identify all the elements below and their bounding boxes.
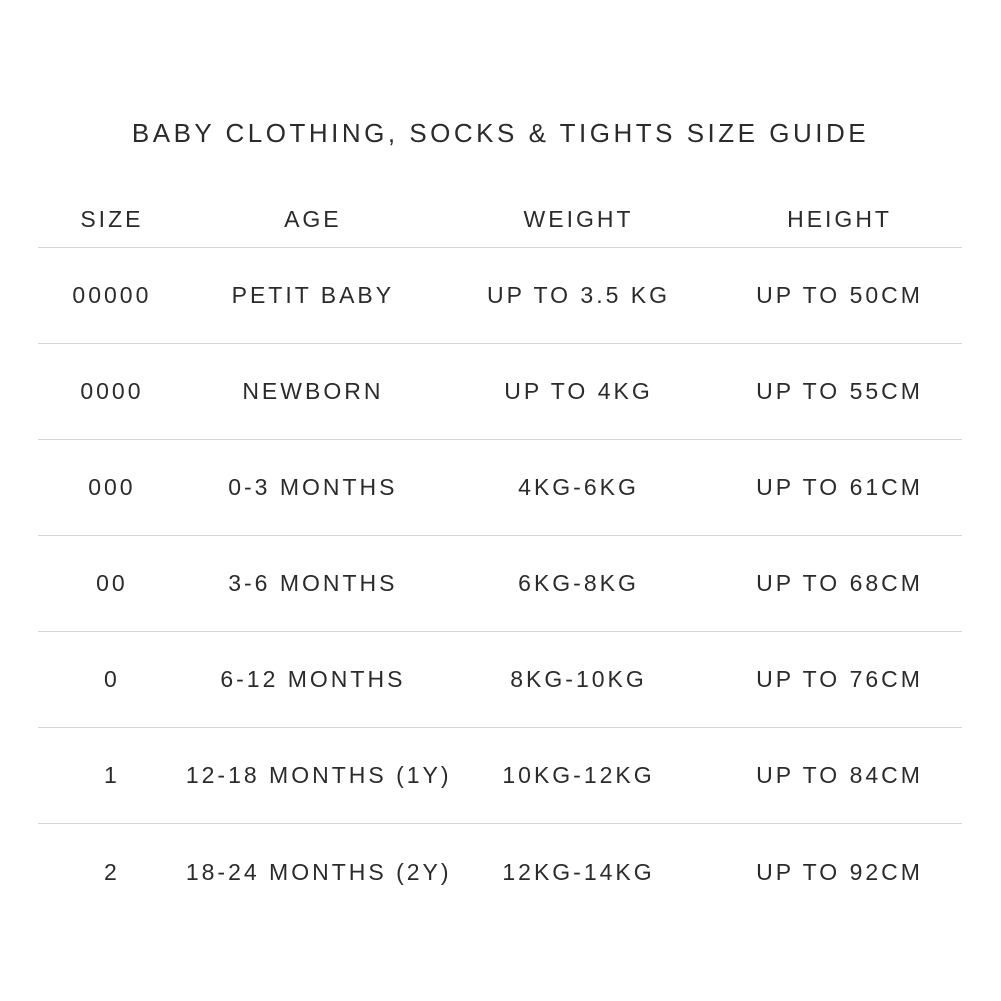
- size-guide-table: [38, 192, 962, 920]
- table-cell: UP TO 68CM: [756, 570, 923, 596]
- table-cell: 00: [96, 570, 128, 596]
- table-cell: 0-3 MONTHS: [228, 474, 398, 500]
- table-row: [38, 536, 962, 632]
- table-cell: 000: [88, 474, 136, 500]
- table-cell: NEWBORN: [242, 378, 384, 404]
- table-cell: UP TO 55CM: [756, 378, 923, 404]
- table-row: [38, 824, 962, 920]
- column-header-size: SIZE: [80, 206, 144, 232]
- table-cell: 6-12 MONTHS: [220, 666, 406, 692]
- table-row: [38, 440, 962, 536]
- table-cell: UP TO 4KG: [504, 378, 653, 404]
- table-cell: UP TO 3.5 KG: [487, 282, 671, 308]
- table-cell: PETIT BABY: [231, 282, 395, 308]
- table-cell: UP TO 92CM: [756, 858, 923, 885]
- table-cell: 0000: [80, 378, 144, 404]
- table-cell: 0: [104, 666, 120, 692]
- table-cell: UP TO 50CM: [756, 282, 923, 308]
- table-cell: UP TO 84CM: [756, 762, 923, 788]
- table-row: [38, 632, 962, 728]
- table-row: [38, 248, 962, 344]
- table-cell: UP TO 61CM: [756, 474, 923, 500]
- table-cell: 8KG-10KG: [510, 666, 647, 692]
- table-cell: UP TO 76CM: [756, 666, 923, 692]
- table-cell: 12KG-14KG: [502, 858, 655, 885]
- page-title: BABY CLOTHING, SOCKS & TIGHTS SIZE GUIDE: [131, 118, 870, 148]
- table-body: [38, 248, 962, 920]
- table-cell: 2: [104, 858, 120, 885]
- column-header-height: HEIGHT: [787, 206, 892, 232]
- column-header-age: AGE: [284, 206, 342, 232]
- column-header-weight: WEIGHT: [523, 206, 634, 232]
- table-row: [38, 344, 962, 440]
- table-row: [38, 728, 962, 824]
- table-cell: 18-24 MONTHS (2Y): [185, 858, 452, 885]
- table-cell: 00000: [72, 282, 152, 308]
- table-header-row: [38, 192, 962, 248]
- table-cell: 4KG-6KG: [518, 474, 639, 500]
- table-cell: 12-18 MONTHS (1Y): [185, 762, 452, 788]
- table-cell: 1: [104, 762, 120, 788]
- table-cell: 10KG-12KG: [502, 762, 655, 788]
- table-cell: 3-6 MONTHS: [228, 570, 398, 596]
- table-cell: 6KG-8KG: [518, 570, 639, 596]
